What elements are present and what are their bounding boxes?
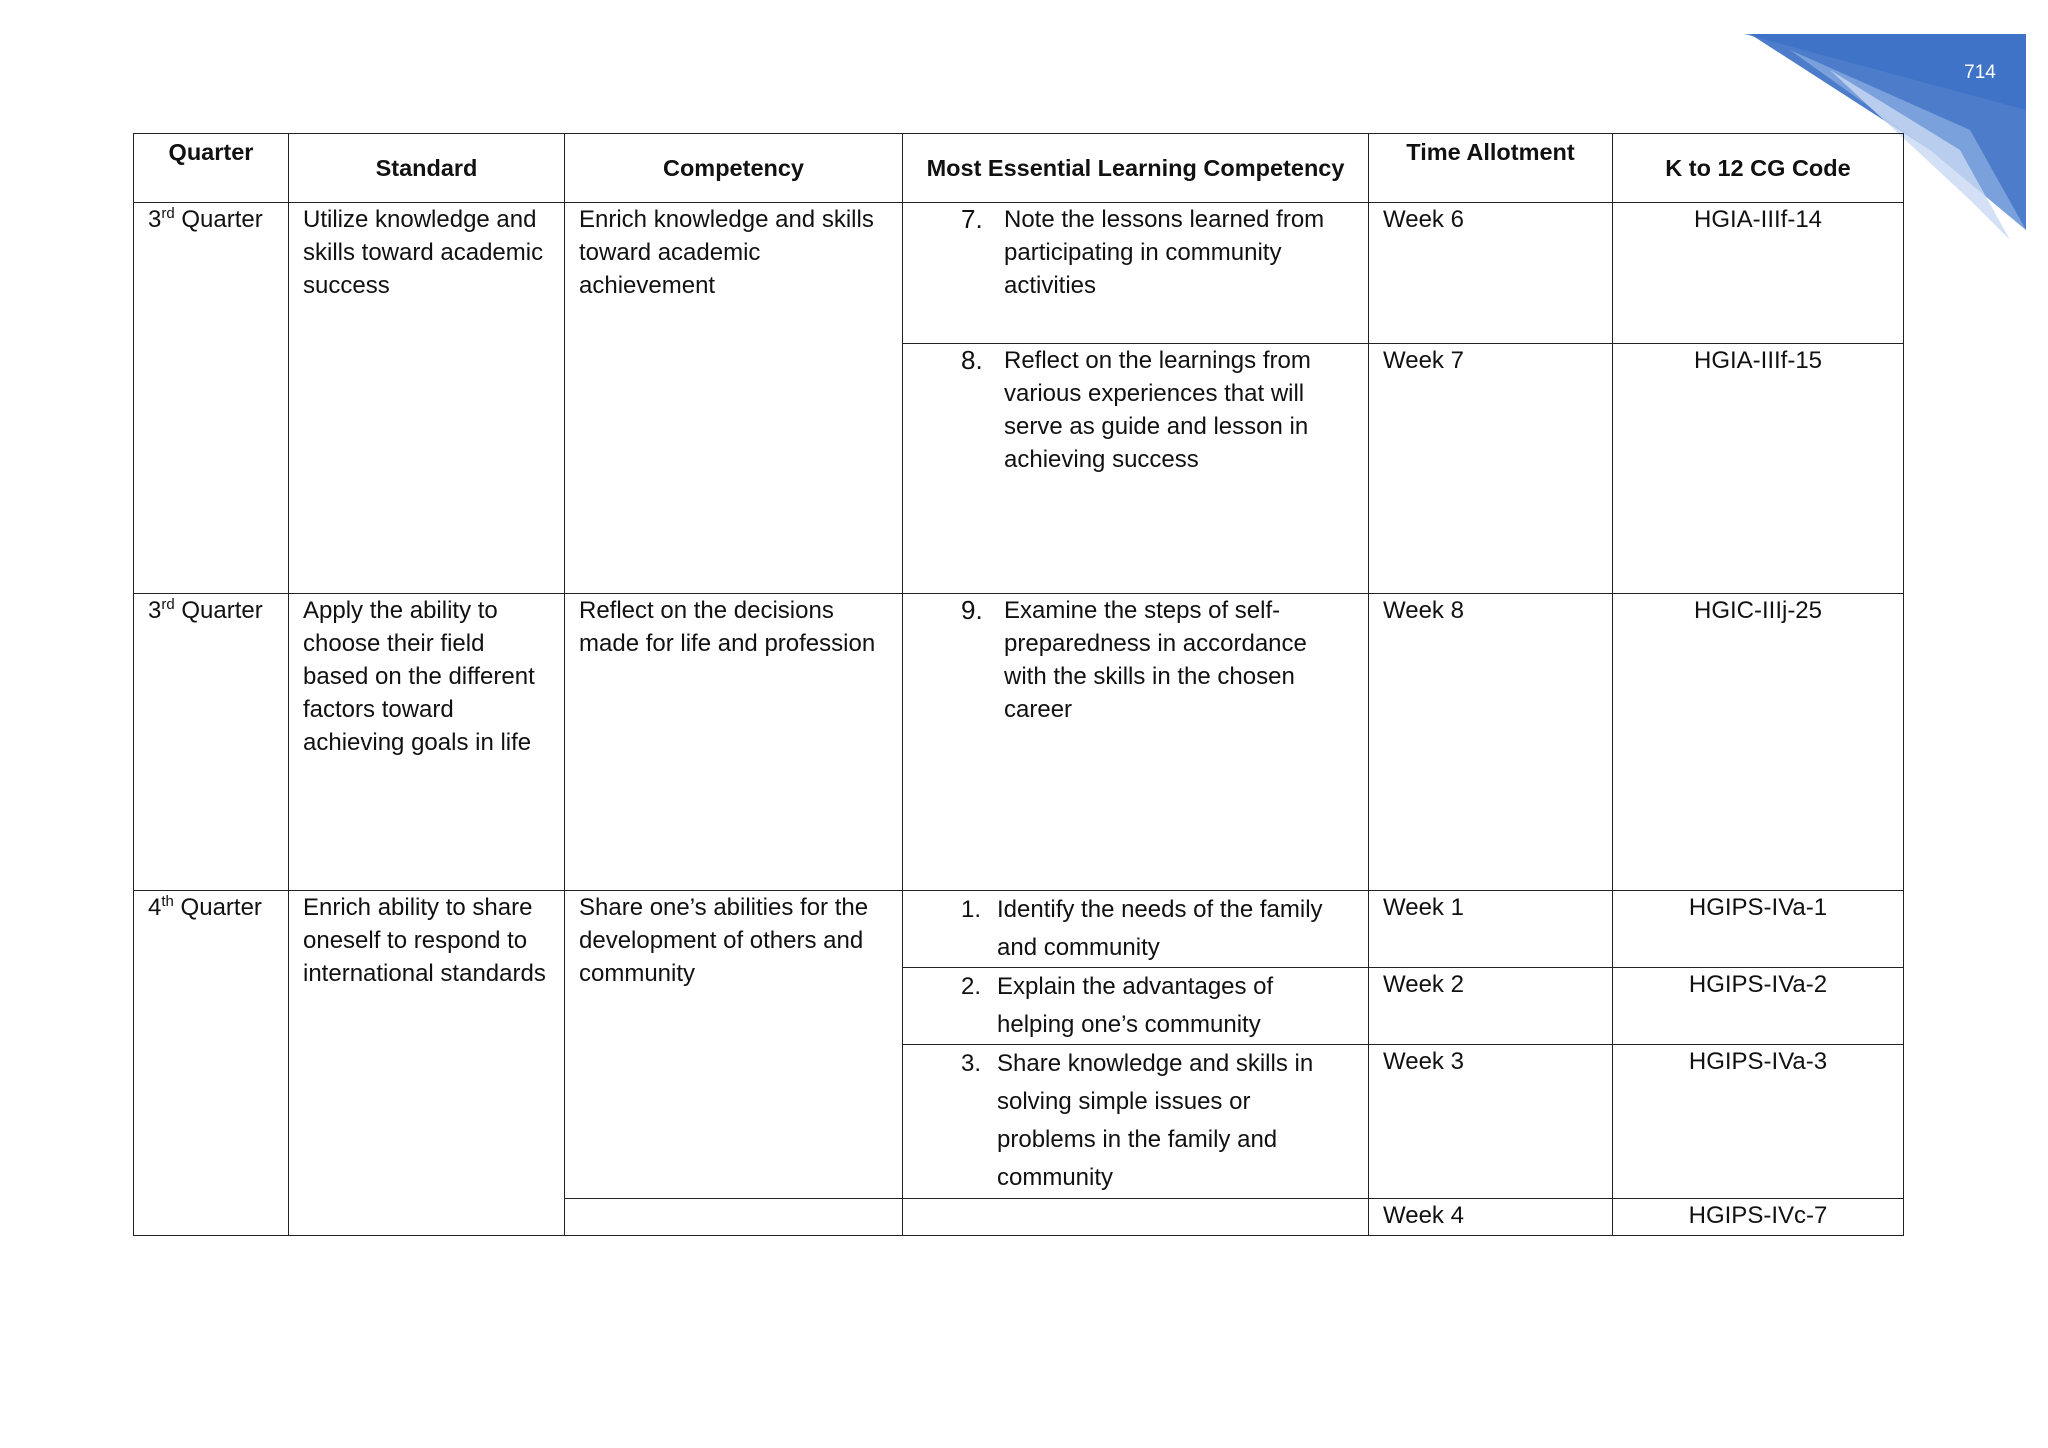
melc-cell — [903, 968, 1369, 1045]
page-number: 714 — [1964, 62, 1996, 83]
quarter-cell: 3rd Quarter — [134, 203, 289, 594]
quarter-cell: 4th Quarter — [134, 891, 289, 1236]
table-row — [134, 594, 1904, 891]
melc-cell — [903, 344, 1369, 594]
melc-item: 7. Note the lessons learned from participating in community activities — [961, 204, 1325, 299]
competency-cell-empty — [565, 1199, 903, 1236]
cg-code-cell: HGIPS-IVa-2 — [1613, 968, 1904, 1045]
melc-item: 1. Identify the needs of the family and community — [961, 896, 1323, 961]
week-cell: Week 8 — [1369, 594, 1613, 891]
week-cell: Week 2 — [1369, 968, 1613, 1045]
cg-code-cell: HGIC-IIIj-25 — [1613, 594, 1904, 891]
melc-table — [133, 133, 1904, 1236]
week-cell: Week 4 — [1369, 1199, 1613, 1236]
melc-cell — [903, 1045, 1369, 1199]
cg-code-cell: HGIPS-IVa-1 — [1613, 891, 1904, 968]
competency-cell: Reflect on the decisions made for life and profession — [565, 594, 903, 891]
melc-cell — [903, 891, 1369, 968]
cg-code-cell: HGIPS-IVa-3 — [1613, 1045, 1904, 1199]
table-row — [134, 203, 1904, 344]
header-melc: Most Essential Learning Competency — [903, 134, 1369, 203]
header-competency: Competency — [565, 134, 903, 203]
header-standard: Standard — [289, 134, 565, 203]
cg-code-cell: HGIPS-IVc-7 — [1613, 1199, 1904, 1236]
header-row — [134, 134, 1904, 203]
cg-code-cell: HGIA-IIIf-15 — [1613, 344, 1904, 594]
standard-cell: Utilize knowledge and skills toward academic success — [289, 203, 565, 594]
melc-item: 3. Share knowledge and skills in solving simple issues or problems in the family and community — [961, 1050, 1314, 1191]
table-row — [134, 891, 1904, 968]
competency-cell: Share one’s abilities for the development of others and community — [565, 891, 903, 1199]
competency-cell: Enrich knowledge and skills toward academic achievement — [565, 203, 903, 594]
melc-item: 2. Explain the advantages of helping one’s community — [961, 973, 1274, 1038]
week-cell: Week 3 — [1369, 1045, 1613, 1199]
cg-code-cell: HGIA-IIIf-14 — [1613, 203, 1904, 344]
header-time-allotment: Time Allotment — [1369, 134, 1613, 203]
header-cg-code: K to 12 CG Code — [1613, 134, 1904, 203]
melc-item: 8. Reflect on the learnings from various experiences that will serve as guide and lesson in achieving success — [961, 345, 1311, 473]
melc-cell-empty — [903, 1199, 1369, 1236]
standard-cell: Enrich ability to share oneself to respond to international standards — [289, 891, 565, 1236]
week-cell: Week 6 — [1369, 203, 1613, 344]
standard-cell: Apply the ability to choose their field based on the different factors toward achieving goals in life — [289, 594, 565, 891]
header-quarter: Quarter — [134, 134, 289, 203]
melc-item: 9. Examine the steps of self-preparedness in accordance with the skills in the chosen career — [961, 595, 1307, 723]
week-cell: Week 1 — [1369, 891, 1613, 968]
melc-cell — [903, 594, 1369, 891]
week-cell: Week 7 — [1369, 344, 1613, 594]
quarter-cell: 3rd Quarter — [134, 594, 289, 891]
melc-cell — [903, 203, 1369, 344]
